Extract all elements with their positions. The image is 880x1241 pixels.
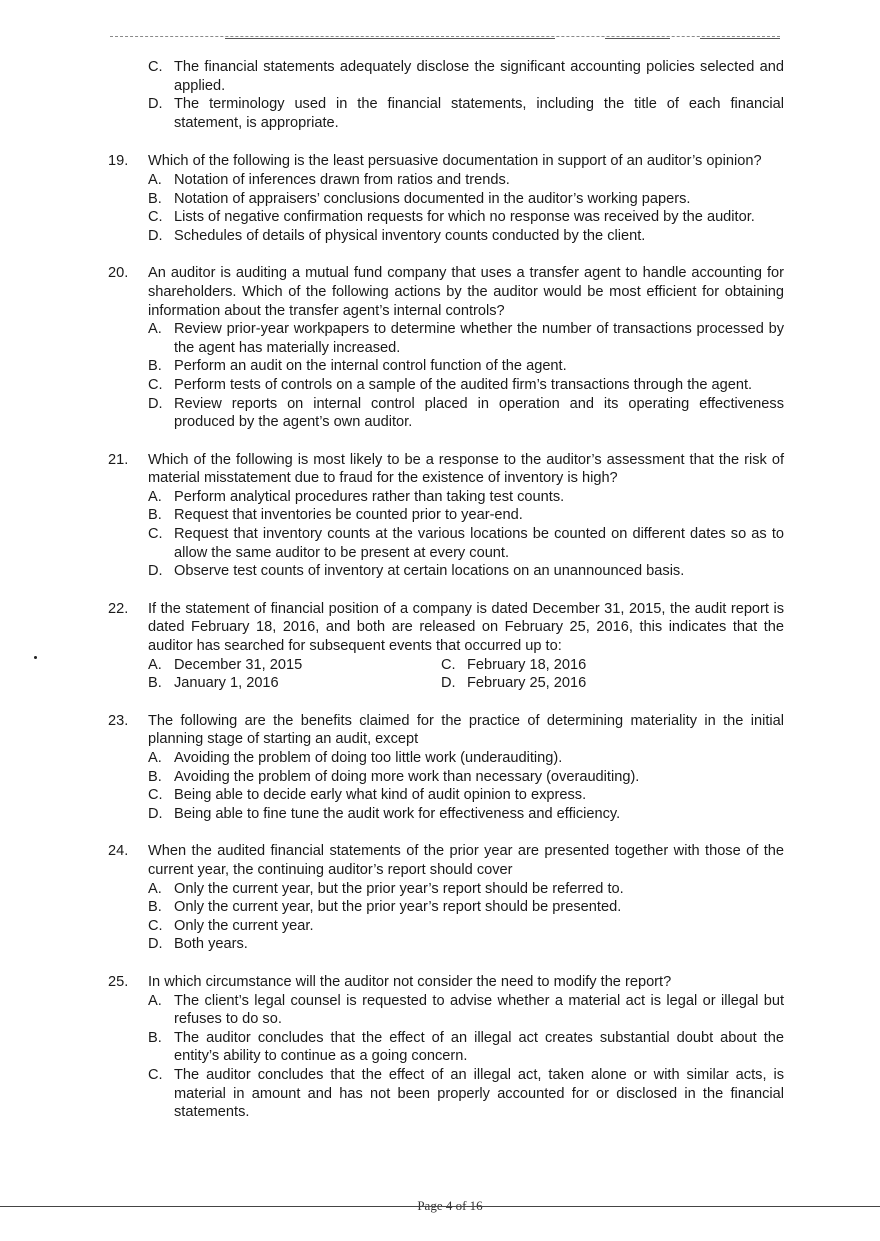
option — [148, 674, 441, 693]
question-number: 24. — [108, 843, 129, 860]
question-text: The following are the benefits claimed for the practice of determining materiality in the initial planning stage of starting an audit, except — [148, 712, 784, 748]
question-19 — [108, 152, 784, 245]
question-25 — [108, 973, 784, 1122]
option-text: Perform an audit on the internal control function of the agent. — [174, 358, 567, 375]
question-number: 21. — [108, 451, 129, 468]
option-letter: B. — [148, 675, 162, 692]
option-text: Review reports on internal control placed in operation and its operating effectiveness produced by the agent’s own auditor. — [174, 395, 784, 431]
option-text: Notation of appraisers’ conclusions documented in the auditor’s working papers. — [174, 190, 691, 207]
option-text: Being able to fine tune the audit work for effectiveness and efficiency. — [174, 805, 621, 822]
footer-rule — [0, 1206, 880, 1207]
option-text: Only the current year, but the prior year’s report should be presented. — [174, 899, 622, 916]
option — [148, 376, 784, 395]
option — [148, 488, 784, 507]
option-letter: D. — [148, 227, 163, 244]
option-text: The financial statements adequately disclose the significant accounting policies selected and applied. — [174, 59, 784, 94]
option-text: December 31, 2015 — [174, 656, 303, 673]
continued-options — [148, 58, 784, 132]
question-number: 20. — [108, 265, 129, 282]
option-letter: B. — [148, 1029, 162, 1046]
option-text: Avoiding the problem of doing too little work (underauditing). — [174, 750, 563, 766]
option — [148, 917, 784, 936]
question-21 — [108, 451, 784, 581]
option-text: February 25, 2016 — [467, 675, 587, 692]
option-text: February 18, 2016 — [467, 656, 587, 673]
option-text: The auditor concludes that the effect of an illegal act creates substantial doubt about the entity’s ability to continue as a going concern. — [174, 1029, 784, 1065]
option — [148, 208, 784, 227]
option-text: Request that inventories be counted prior to year-end. — [174, 507, 523, 524]
option-text: Observe test counts of inventory at certain locations on an unannounced basis. — [174, 563, 685, 580]
option-text: Avoiding the problem of doing more work than necessary (overauditing). — [174, 768, 640, 785]
option-letter: B. — [148, 899, 162, 916]
option-text: Perform analytical procedures rather than taking test counts. — [174, 488, 565, 505]
option-letter: B. — [148, 358, 162, 375]
option-letter: D. — [148, 395, 163, 412]
option — [148, 805, 784, 824]
option — [148, 656, 441, 675]
question-text: When the audited financial statements of the prior year are presented together with those of the current year, the continuing auditor’s report should cover — [148, 843, 784, 878]
question-number: 22. — [108, 600, 129, 617]
option — [148, 190, 784, 209]
option-letter: A. — [148, 880, 162, 897]
option — [148, 395, 784, 432]
option-letter: B. — [148, 768, 162, 785]
option-letter: C. — [441, 656, 456, 673]
question-text: Which of the following is most likely to be a response to the auditor’s assessment that the risk of material misstatement due to fraud for the existence of inventory is high? — [148, 451, 784, 487]
header-rule-dashed — [110, 36, 780, 37]
question-number: 23. — [108, 712, 129, 729]
option — [148, 227, 784, 246]
option-letter: A. — [148, 992, 162, 1009]
option-letter: C. — [148, 59, 163, 75]
option-letter: C. — [148, 1066, 163, 1083]
option-letter: D. — [148, 563, 163, 580]
header-rule-segment — [605, 38, 670, 39]
option-letter: A. — [148, 750, 162, 766]
option-text: Both years. — [174, 936, 248, 953]
option-text: Being able to decide early what kind of audit opinion to express. — [174, 787, 587, 804]
option-letter: D. — [441, 675, 456, 692]
option-text: Request that inventory counts at the various locations be counted on different dates so as to allow the same auditor to be present at every count. — [174, 526, 784, 561]
option-letter: C. — [148, 376, 163, 393]
question-text: In which circumstance will the auditor not consider the need to modify the report? — [148, 973, 672, 990]
option-text: January 1, 2016 — [174, 675, 279, 692]
option — [148, 506, 784, 525]
option — [148, 320, 784, 357]
question-20 — [108, 264, 784, 431]
option — [148, 525, 784, 562]
option-letter: B. — [148, 190, 162, 207]
option — [148, 786, 784, 805]
option-letter: A. — [148, 171, 162, 188]
header-rule-segment — [700, 38, 780, 39]
margin-mark — [34, 656, 37, 659]
option — [148, 58, 784, 95]
option-text: Only the current year. — [174, 917, 314, 934]
option-text: Schedules of details of physical inventory counts conducted by the client. — [174, 227, 646, 244]
option — [148, 357, 784, 376]
header-rule-segment — [225, 38, 555, 39]
option-letter: C. — [148, 917, 163, 934]
option — [148, 898, 784, 917]
question-text: Which of the following is the least persuasive documentation in support of an auditor’s opinion? — [148, 153, 762, 170]
option-text: Perform tests of controls on a sample of the audited firm’s transactions through the agent. — [174, 376, 753, 393]
option — [148, 1029, 784, 1066]
option-letter: C. — [148, 209, 163, 226]
option-text: The auditor concludes that the effect of an illegal act, taken alone or with similar acts, is material in amount and has not been properly accounted for or disclosed in the financial statements. — [174, 1066, 784, 1121]
page-number: Page 4 of 16 — [417, 1198, 483, 1213]
option-text: Lists of negative confirmation requests for which no response was received by the auditor. — [174, 209, 755, 226]
option-text: Notation of inferences drawn from ratios and trends. — [174, 171, 510, 188]
question-22 — [108, 600, 784, 693]
option-letter: D. — [148, 936, 163, 953]
question-number: 19. — [108, 153, 129, 170]
option — [148, 768, 784, 787]
option — [148, 880, 784, 899]
option-text: The terminology used in the financial statements, including the title of each financial statement, is appropriate. — [174, 96, 784, 131]
question-number: 25. — [108, 973, 129, 990]
option — [441, 674, 784, 693]
option — [148, 171, 784, 190]
option — [148, 562, 784, 581]
question-text: If the statement of financial position of a company is dated December 31, 2015, the audit report is dated February 18, 2016, and both are released on February 25, 2016, this indicates that the auditor has searched for subsequent events that occurred up to: — [148, 600, 784, 655]
option-letter: C. — [148, 787, 163, 804]
question-23 — [108, 712, 784, 824]
option — [148, 1066, 784, 1122]
option-text: The client’s legal counsel is requested to advise whether a material act is legal or illegal but refuses to do so. — [174, 992, 784, 1028]
option — [441, 656, 784, 675]
option — [148, 992, 784, 1029]
option — [148, 935, 784, 954]
question-text: An auditor is auditing a mutual fund company that uses a transfer agent to handle accounting for shareholders. Which of the following actions by the auditor would be most efficient for obtaining information about the transfer agent’s internal controls? — [148, 265, 784, 319]
option — [148, 749, 784, 768]
option-letter: B. — [148, 507, 162, 524]
question-24 — [108, 842, 784, 954]
option — [148, 95, 784, 132]
option-letter: D. — [148, 805, 163, 822]
option-text: Review prior-year workpapers to determine whether the number of transactions processed by the agent has materially increased. — [174, 321, 784, 356]
document-body — [108, 58, 784, 1141]
option-letter: A. — [148, 321, 162, 338]
option-letter: A. — [148, 488, 162, 505]
option-text: Only the current year, but the prior year’s report should be referred to. — [174, 880, 624, 897]
option-letter: A. — [148, 656, 162, 673]
option-letter: C. — [148, 526, 163, 543]
option-letter: D. — [148, 96, 163, 113]
